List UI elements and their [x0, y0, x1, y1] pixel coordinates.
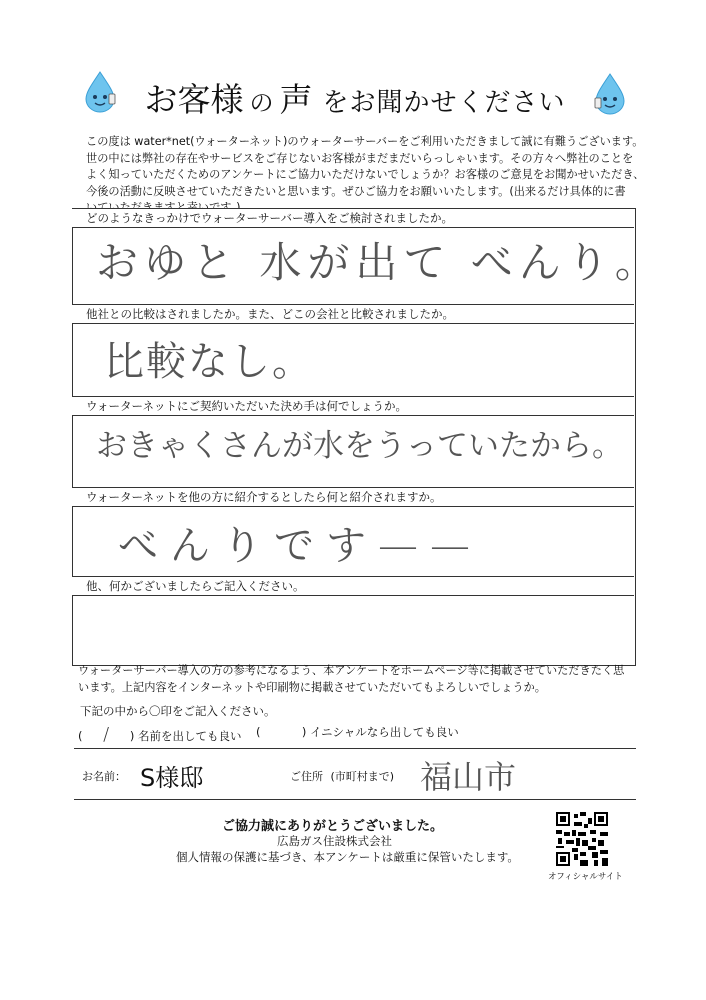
question-2-header: [72, 304, 634, 324]
title-part4: をお聞かせください: [322, 88, 566, 118]
question-1-answer: おゆと 水が出て べんり。: [96, 238, 663, 287]
question-4-label: ウォーターネットを他の方に紹介するとしたら何と紹介されますか。: [86, 490, 442, 504]
page-title: [120, 74, 590, 124]
question-1-label: どのようなきっかけでウォーターサーバー導入をご検討されましたか。: [86, 211, 453, 225]
title-part1: お客様: [144, 80, 244, 119]
water-drop-mascot-left-icon: [82, 70, 118, 114]
address-sub-label: (市町村まで): [330, 770, 395, 783]
option1-mark: /: [103, 724, 110, 745]
instruction-text: 下記の中から〇印をご記入ください。: [80, 704, 276, 718]
question-3-label: ウォーターネットにご契約いただいた決め手は何でしょうか。: [86, 399, 407, 413]
question-2-label: 他社との比較はされましたか。また、どこの会社と比較されましたか。: [86, 307, 454, 321]
name-label: お名前: [82, 770, 115, 783]
question-1-header: [72, 208, 634, 228]
qr-code-icon[interactable]: [556, 812, 608, 866]
option1-label: 名前を出しても良い: [137, 729, 242, 743]
company-name: 広島ガス住設株式会社: [277, 834, 392, 848]
privacy-note: 個人情報の保護に基づき、本アンケートは厳重に保管いたします。: [176, 850, 519, 864]
question-5-label: 他、何かございましたらご記入ください。: [86, 579, 305, 593]
water-drop-mascot-right-icon: [592, 72, 628, 116]
thanks-message: ご協力誠にありがとうございました。: [222, 819, 444, 834]
title-part2: の: [249, 89, 274, 117]
intro-text: この度は water*net(ウォーターネット)のウォーターサーバーをご利用いただきまして誠に有難うございます。 世の中には弊社の存在やサービスをご存じないお客様がまだまだいらっしゃいます。その方々へ弊社のことを よく知っていただくためのアンケートにご協力いただけないでしょうか？お客様のご意見をお聞かせいただき、 今後の活動に反映させていただきたいと思います。ぜひご協力をお願いいたします。(出来るだけ具体的に書: [86, 135, 645, 198]
question-4-header: [72, 487, 634, 507]
option-initials-ok[interactable]: ( ) イニシャルなら出しても良い: [256, 725, 459, 739]
address-value: 福山市: [420, 758, 517, 796]
question-3-answer: おきゃくさんが水をうっていたから。: [96, 428, 623, 464]
publication-note: ウォーターサーバー導入の方の参考になるよう、本アンケートをホームページ等に掲載させていただきたく思 います。上記内容をインターネットや印刷物に掲載させていただいてもよろしいでしょうか。: [78, 664, 625, 694]
option-name-ok[interactable]: ( / ) 名前を出しても良い: [78, 724, 242, 745]
title-part3: 声: [279, 80, 313, 119]
question-4-answer: べんりです——: [118, 523, 482, 569]
address-label: ご住所: [290, 770, 323, 783]
question-2-answer: 比較なし。: [104, 339, 314, 385]
question-3-header: [72, 396, 634, 416]
name-value: S様邸: [140, 764, 204, 792]
question-5-header: [72, 576, 634, 596]
qr-code-label: オフィシャルサイト: [548, 872, 623, 882]
option2-label: イニシャルなら出しても良い: [309, 725, 459, 739]
